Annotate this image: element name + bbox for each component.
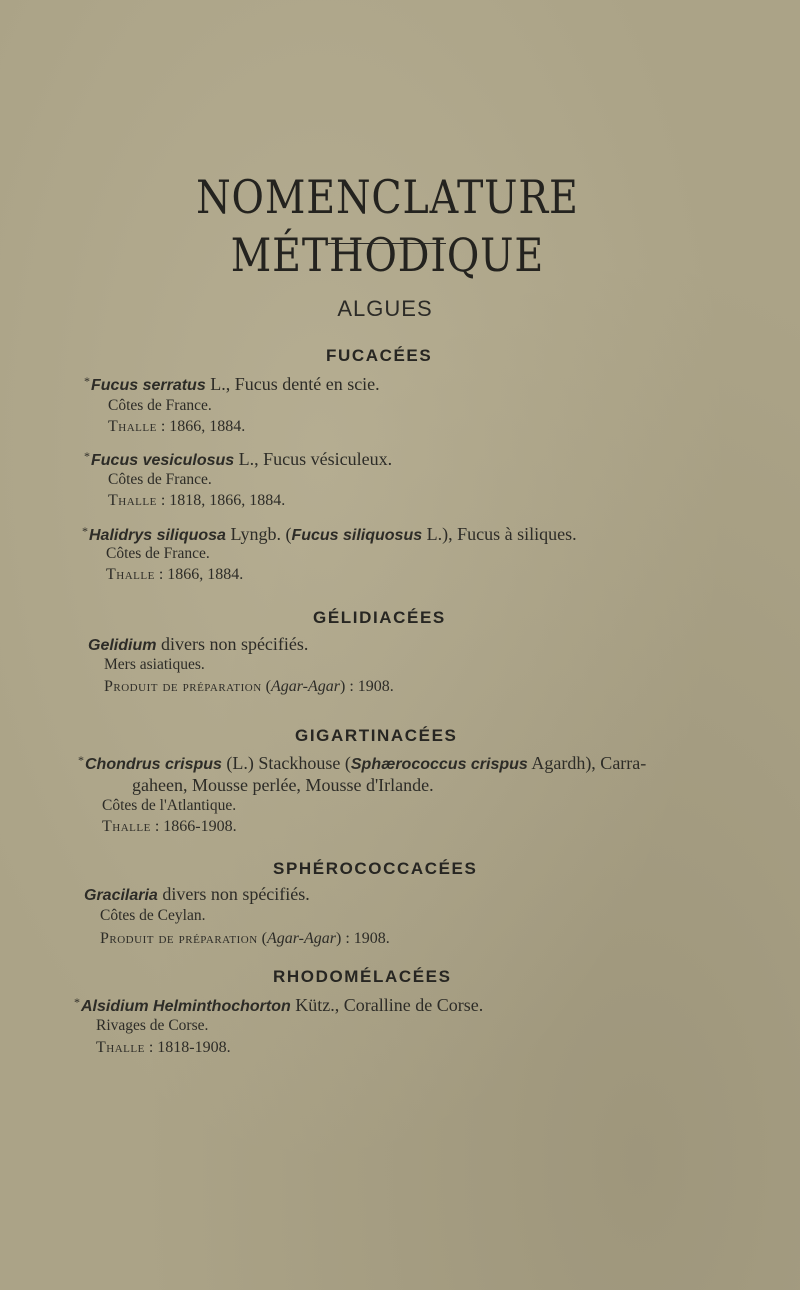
field-value: (: [261, 678, 271, 695]
origin-text: Côtes de Ceylan.: [100, 907, 206, 924]
field-value: ) : 1908.: [336, 930, 390, 947]
species-name: Gracilaria: [84, 887, 158, 904]
entry-continuation: gaheen, Mousse perlée, Mousse d'Irlande.: [132, 775, 434, 795]
entry-halidrys: [82, 524, 577, 545]
entry-gelidium: [88, 634, 308, 655]
field-label: Thalle: [108, 418, 157, 435]
origin-text: Côtes de France.: [106, 545, 210, 562]
entry-fucus-serratus: [84, 374, 380, 395]
entry-text: divers non spécifiés.: [157, 884, 310, 904]
entry-gracilaria: [84, 884, 310, 905]
family-heading-gigartinacees: GIGARTINACÉES: [295, 726, 458, 745]
origin-text: Côtes de l'Atlantique.: [102, 797, 237, 814]
thalle-line: [108, 418, 245, 436]
species-name: Alsidium Helminthochorton: [81, 998, 291, 1015]
entry-text: Lyngb. (: [225, 524, 292, 544]
thalle-line: [102, 818, 237, 836]
field-label: Thalle: [108, 492, 157, 509]
family-heading-rhodomelacees: RHODOMÉLACÉES: [273, 967, 452, 986]
species-name: Fucus serratus: [91, 377, 206, 394]
entry-fucus-vesiculosus: [84, 449, 392, 470]
species-name: Halidrys siliquosa: [89, 527, 226, 544]
star-marker: *: [74, 995, 80, 1009]
field-value: (: [257, 930, 267, 947]
field-label: Produit de préparation: [104, 678, 262, 695]
synonym-name: Sphærococcus crispus: [350, 756, 528, 773]
field-label: Thalle: [102, 818, 151, 835]
species-name: Chondrus crispus: [85, 756, 222, 773]
entry-alsidium: [74, 995, 483, 1016]
section-heading: ALGUES: [337, 296, 433, 321]
star-marker: *: [78, 753, 84, 767]
field-value: : 1866, 1884.: [156, 418, 246, 435]
star-marker: *: [84, 449, 90, 463]
origin-text: Rivages de Corse.: [96, 1017, 209, 1034]
field-label: Produit de préparation: [100, 930, 258, 947]
species-name: Gelidium: [88, 637, 157, 654]
synonym-name: Fucus siliquosus: [291, 527, 423, 544]
field-value: : 1818, 1866, 1884.: [156, 492, 286, 509]
product-line: [104, 678, 394, 696]
entry-text: (L.) Stackhouse (: [221, 753, 351, 773]
page-title: NOMENCLATURE MÉTHODIQUE: [196, 170, 579, 282]
field-label: Thalle: [96, 1039, 145, 1056]
field-value: : 1866-1908.: [150, 818, 237, 835]
family-heading-gelidiacees: GÉLIDIACÉES: [313, 608, 446, 627]
product-name: Agar-Agar: [267, 930, 337, 947]
species-name: Fucus vesiculosus: [91, 452, 235, 469]
entry-text: divers non spécifiés.: [156, 634, 309, 654]
field-value: ) : 1908.: [340, 678, 394, 695]
star-marker: *: [82, 524, 88, 538]
star-marker: *: [84, 374, 90, 388]
entry-text: L., Fucus vésiculeux.: [234, 449, 393, 469]
field-value: : 1818-1908.: [144, 1039, 231, 1056]
field-label: Thalle: [106, 566, 155, 583]
thalle-line: [106, 566, 243, 584]
thalle-line: [96, 1039, 231, 1057]
entry-chondrus: [78, 753, 646, 774]
family-heading-spherococcacees: SPHÉROCOCCACÉES: [273, 859, 478, 878]
product-line: [100, 930, 390, 948]
entry-text: L.), Fucus à siliques.: [422, 524, 577, 544]
entry-text: L., Fucus denté en scie.: [205, 374, 380, 394]
origin-text: Côtes de France.: [108, 397, 212, 414]
title-rule: [328, 243, 446, 244]
field-value: : 1866, 1884.: [154, 566, 244, 583]
entry-text: Agardh), Carra-: [527, 753, 647, 773]
product-name: Agar-Agar: [271, 678, 341, 695]
origin-text: Mers asiatiques.: [104, 656, 205, 673]
thalle-line: [108, 492, 285, 510]
entry-text: Kütz., Coralline de Corse.: [290, 995, 484, 1015]
family-heading-fucacees: FUCACÉES: [326, 346, 433, 365]
origin-text: Côtes de France.: [108, 471, 212, 488]
